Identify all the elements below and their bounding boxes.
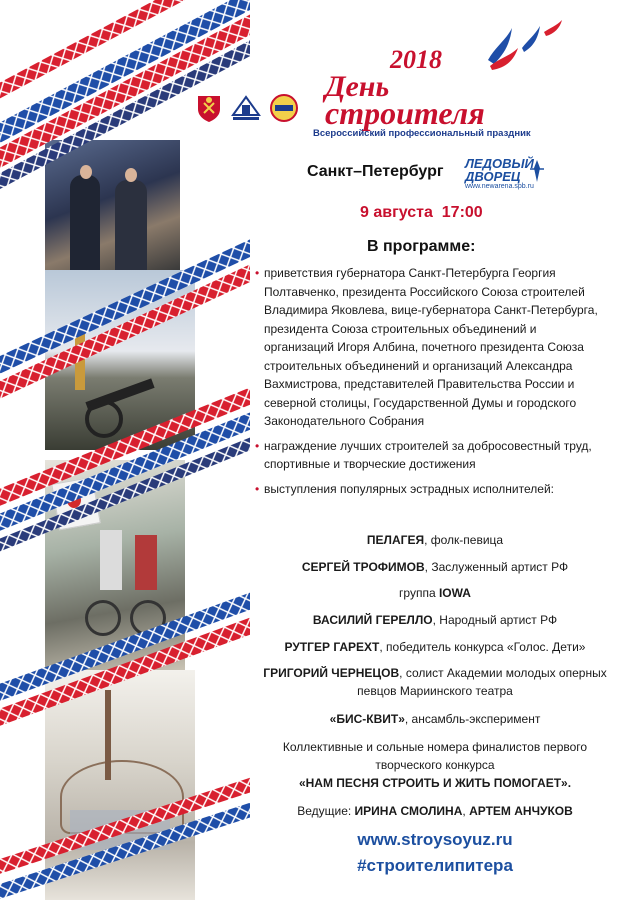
host-name: АРТЕМ АНЧУКОВ xyxy=(469,804,573,818)
title-line1: День xyxy=(325,70,390,103)
partner-logos xyxy=(195,93,299,123)
ribbon-mid2 xyxy=(0,365,250,576)
finalists-line2: творческого конкурса xyxy=(375,758,495,772)
russian-builders-union-logo-icon xyxy=(269,93,299,123)
performer-row xyxy=(250,558,620,576)
left-collage xyxy=(0,0,250,900)
performer-desc: певцов Мариинского театра xyxy=(357,684,513,698)
performer-desc: , ансамбль-эксперимент xyxy=(404,712,541,726)
birds-icon xyxy=(478,18,568,78)
event-time: 17:00 xyxy=(441,204,483,221)
venue-spire-icon xyxy=(530,160,544,182)
ribbon-bottom xyxy=(0,758,250,900)
truss-ribbons xyxy=(0,0,250,900)
performer-name: ВАСИЛИЙ ГЕРЕЛЛО xyxy=(312,613,433,627)
venue-name-line1: ЛЕДОВЫЙ xyxy=(465,156,534,171)
ribbon-mid1 xyxy=(0,215,250,424)
contest-name: «НАМ ПЕСНЯ СТРОИТЬ И ЖИТЬ ПОМОГАЕТ». xyxy=(298,776,572,790)
performer-row xyxy=(250,638,620,656)
performer-row xyxy=(250,710,620,728)
program-title: В программе: xyxy=(367,238,476,255)
venue-url: www.newarena.spb.ru xyxy=(465,183,534,190)
coat-of-arms-icon xyxy=(195,93,223,123)
website-link[interactable]: www.stroysoyuz.ru xyxy=(357,830,513,849)
performer-desc: , Заслуженный артист РФ xyxy=(424,560,569,574)
program-item-performances: • выступления популярных эстрадных исполнителей: xyxy=(255,480,605,499)
performer-prefix: группа xyxy=(399,586,439,600)
title-line2: строителя xyxy=(325,95,485,131)
performer-row xyxy=(250,531,620,549)
performer-name: ГРИГОРИЙ ЧЕРНЕЦОВ xyxy=(263,666,400,680)
performer-desc: , фолк-певица xyxy=(424,533,504,547)
hosts-separator: , xyxy=(462,804,470,818)
venue-name-line2: ДВОРЕЦ xyxy=(465,169,521,184)
performer-row xyxy=(250,584,620,602)
hosts-label: Ведущие: xyxy=(297,804,355,818)
event-subtitle: Всероссийский профессиональный праздник xyxy=(313,128,531,139)
builders-union-logo-icon xyxy=(229,93,263,123)
performer-row xyxy=(250,611,620,629)
performer-row xyxy=(250,664,620,682)
performer-row-cont xyxy=(250,682,620,700)
program-item-greetings: • приветствия губернатора Санкт-Петербурга Георгия Полтавченко, президента Российского Союза строителей Владимира Яковлева, вице-губернатора Санкт-Петербурга, президента Союза строительных объединений и организаций Игоря Албина, почетного президента Союза строительных объединений и организаций Александра Вахмистрова, представителей Правительства России и северной столицы, Государственной Думы и городского Законодательного Собрания xyxy=(255,264,605,431)
performer-desc: , Народный артист РФ xyxy=(432,613,558,627)
event-year: 2018 xyxy=(390,45,442,74)
program-item-awards: • награждение лучших строителей за добросовестный труд, спортивные и творческие достижения xyxy=(255,437,605,474)
performer-name: «БИС-КВИТ» xyxy=(329,712,405,726)
hashtag: #строителипитера xyxy=(357,856,513,875)
ribbon-mid3 xyxy=(0,572,250,749)
host-name: ИРИНА СМОЛИНА xyxy=(354,804,463,818)
performer-desc: , победитель конкурса «Голос. Дети» xyxy=(379,640,586,654)
performer-name: РУТГЕР ГАРЕХТ xyxy=(284,640,380,654)
performer-name: ПЕЛАГЕЯ xyxy=(366,533,425,547)
event-datetime xyxy=(360,204,483,222)
city-name: Санкт–Петербург xyxy=(307,163,444,180)
performer-name: СЕРГЕЙ ТРОФИМОВ xyxy=(301,560,425,574)
event-date: 9 августа xyxy=(360,204,433,221)
program-list xyxy=(255,264,605,504)
finalists-line1: Коллективные и сольные номера финалистов первого xyxy=(282,740,588,754)
hosts-row xyxy=(250,802,620,820)
performer-desc: , солист Академии молодых оперных xyxy=(399,666,607,680)
performer-name: IOWA xyxy=(438,586,471,600)
